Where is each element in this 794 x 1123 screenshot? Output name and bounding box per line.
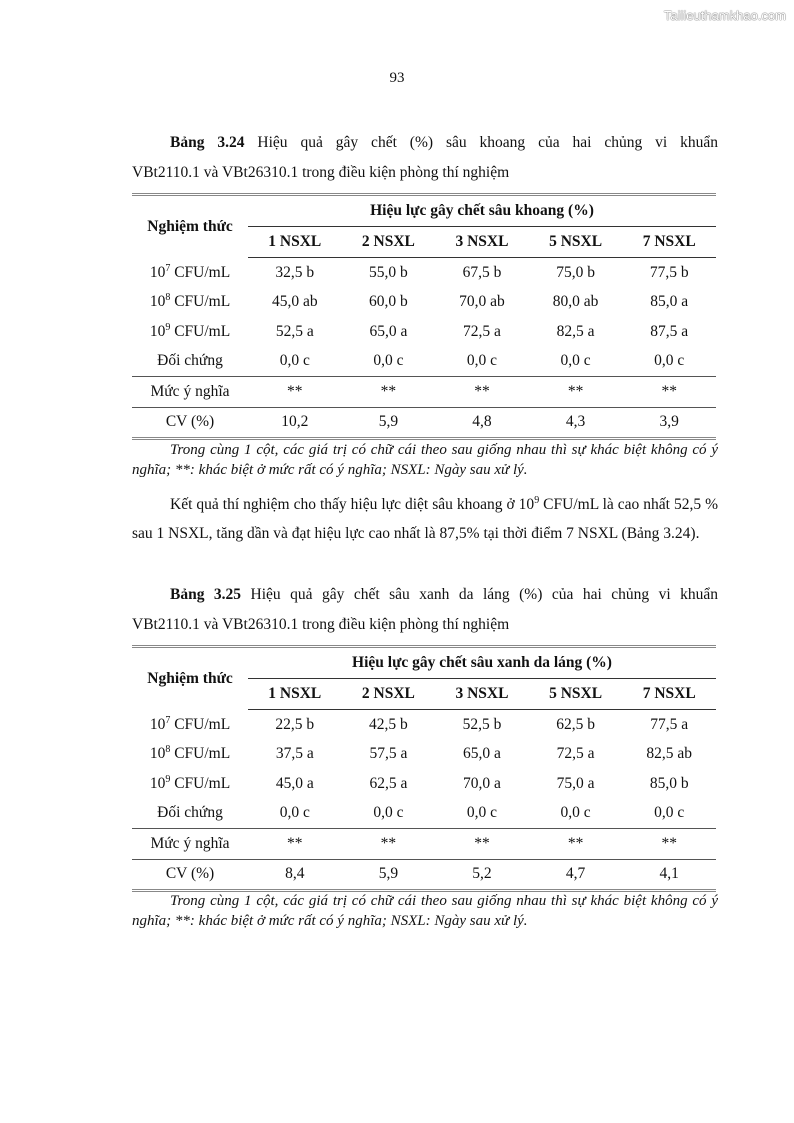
table-cell: 77,5 a	[650, 715, 689, 733]
table-cell: 22,5 b	[275, 715, 315, 733]
row-label	[132, 769, 248, 799]
row-label-base: 10	[149, 715, 166, 733]
table-cell: 65,0 a	[369, 322, 408, 340]
table-1-caption-text: Hiệu quả gây chết (%) sâu khoang của hai chủng vi khuẩn	[257, 134, 718, 151]
table-2-caption-text: Hiệu quả gây chết sâu xanh da láng (%) của hai chủng vi khuẩn	[250, 586, 719, 603]
row-label-unit: CFU/mL	[170, 745, 231, 763]
paragraph-exponent: 9	[534, 494, 540, 506]
row-label-base: 10	[149, 745, 166, 763]
table-2-row-header: Nghiệm thức	[132, 647, 248, 710]
table-cell: **	[622, 377, 716, 408]
table-cell: **	[622, 829, 716, 860]
row-label-base: 10	[149, 774, 166, 792]
table-cell: **	[248, 829, 342, 860]
table-cell: 0,0 c	[373, 804, 404, 822]
column-header: 1 NSXL	[248, 227, 342, 258]
table-1-row-header: Nghiệm thức	[132, 195, 248, 258]
table-1	[132, 193, 716, 440]
table-2-caption-label: Bảng 3.25	[170, 586, 242, 603]
row-label	[132, 710, 248, 740]
table-cell: 57,5 a	[369, 745, 408, 763]
table-cell: 72,5 a	[556, 745, 595, 763]
table-cell: 4,3	[529, 407, 623, 439]
table-cell: 75,0 b	[556, 263, 595, 281]
row-label	[132, 258, 248, 288]
table-cell: 85,0 a	[650, 293, 689, 311]
row-label-unit: CFU/mL	[170, 293, 231, 311]
row-label	[132, 317, 248, 347]
table-2-caption-text-2: VBt2110.1 và VBt26310.1 trong điều kiện phòng thí nghiệm	[132, 616, 510, 633]
table-cell: 82,5 ab	[646, 745, 692, 763]
table-cell: **	[342, 377, 436, 408]
table-cell: 0,0 c	[466, 352, 498, 370]
table-cell: 45,0 ab	[271, 293, 318, 311]
table-2-group-header: Hiệu lực gây chết sâu xanh da láng (%)	[248, 647, 716, 679]
table-1-note: Trong cùng 1 cột, các giá trị có chữ cái theo sau giống nhau thì sự khác biệt không có ý nghĩa; **: khác biệt ở mức rất có ý nghĩa; NSXL: Ngày sau xử lý.	[132, 442, 718, 478]
table-cell: 3,9	[622, 407, 716, 439]
row-label-unit: CFU/mL	[170, 774, 231, 792]
table-cell: **	[529, 377, 623, 408]
table-cell: 0,0 c	[466, 804, 498, 822]
watermark: Tailieuthamkhao.com	[663, 8, 786, 23]
table-cell: 77,5 b	[649, 263, 689, 281]
table-cell: 0,0 c	[560, 352, 591, 370]
body-paragraph	[132, 490, 718, 548]
column-header: 5 NSXL	[529, 679, 623, 710]
table-row	[132, 710, 716, 740]
table-cell: 67,5 b	[462, 263, 502, 281]
row-label-base: 10	[149, 322, 166, 340]
table-1-caption	[132, 128, 718, 188]
table-cell: 5,2	[435, 859, 529, 891]
table-cell: 62,5 a	[369, 774, 408, 792]
table-cell: 60,0 b	[369, 293, 408, 311]
table-1-caption-label: Bảng 3.24	[170, 134, 245, 151]
table-cell: 62,5 b	[556, 715, 595, 733]
table-cell: **	[248, 377, 342, 408]
table-cell: 4,1	[622, 859, 716, 891]
table-cell: 42,5 b	[369, 715, 408, 733]
table-cell: 0,0 c	[279, 804, 310, 822]
table-cell: 45,0 a	[275, 774, 314, 792]
row-label	[132, 740, 248, 770]
row-label-exponent: 8	[165, 744, 171, 756]
column-header: 7 NSXL	[622, 227, 716, 258]
table-cell: 10,2	[248, 407, 342, 439]
table-2	[132, 645, 716, 892]
table-row	[132, 799, 716, 829]
table-1-group-header: Hiệu lực gây chết sâu khoang (%)	[248, 195, 716, 227]
table-cell: 0,0 c	[560, 804, 591, 822]
row-label: CV (%)	[132, 407, 248, 439]
column-header: 5 NSXL	[529, 227, 623, 258]
table-2-note: Trong cùng 1 cột, các giá trị có chữ cái theo sau giống nhau thì sự khác biệt không có ý nghĩa; **: khác biệt ở mức rất có ý nghĩa; NSXL: Ngày sau xử lý.	[132, 893, 718, 929]
table-row	[132, 258, 716, 288]
table-row	[132, 407, 716, 439]
table-cell: 75,0 a	[556, 774, 595, 792]
table-cell: 0,0 c	[654, 352, 685, 370]
table-1-caption-text-2: VBt2110.1 và VBt26310.1 trong điều kiện phòng thí nghiệm	[132, 164, 510, 181]
row-label-exponent: 9	[165, 773, 171, 785]
table-row	[132, 829, 716, 860]
table-cell: 0,0 c	[373, 352, 404, 370]
table-cell: 5,9	[342, 859, 436, 891]
paragraph-part-1: Kết quả thí nghiệm cho thấy hiệu lực diệt sâu khoang ở 10	[170, 496, 535, 513]
table-cell: 32,5 b	[275, 263, 315, 281]
table-cell: 65,0 a	[463, 745, 501, 763]
row-label-exponent: 7	[165, 714, 171, 726]
table-cell: **	[435, 377, 529, 408]
table-row	[132, 740, 716, 770]
row-label: CV (%)	[132, 859, 248, 891]
row-label-exponent: 7	[165, 262, 171, 274]
row-label: Đối chứng	[157, 352, 223, 370]
table-cell: **	[529, 829, 623, 860]
table-cell: **	[435, 829, 529, 860]
row-label-unit: CFU/mL	[170, 263, 231, 281]
table-row	[132, 288, 716, 318]
table-cell: 37,5 a	[275, 745, 314, 763]
table-cell: 87,5 a	[650, 322, 689, 340]
row-label-unit: CFU/mL	[170, 322, 231, 340]
column-header: 1 NSXL	[248, 679, 342, 710]
table-row	[132, 859, 716, 891]
table-cell: 70,0 a	[463, 774, 501, 792]
row-label-unit: CFU/mL	[170, 715, 231, 733]
table-row	[132, 377, 716, 408]
table-cell: 4,7	[529, 859, 623, 891]
row-label-exponent: 8	[165, 292, 171, 304]
column-header: 3 NSXL	[435, 227, 529, 258]
table-cell: 55,0 b	[369, 263, 408, 281]
table-cell: 85,0 b	[649, 774, 689, 792]
row-label-exponent: 9	[165, 321, 171, 333]
table-cell: 0,0 c	[654, 804, 685, 822]
table-cell: 70,0 ab	[459, 293, 505, 311]
row-label: Mức ý nghĩa	[132, 377, 248, 408]
table-2-caption	[132, 580, 718, 640]
table-row	[132, 317, 716, 347]
table-row	[132, 347, 716, 377]
table-cell: 0,0 c	[279, 352, 310, 370]
column-header: 2 NSXL	[342, 679, 436, 710]
table-row	[132, 769, 716, 799]
table-cell: 72,5 a	[463, 322, 501, 340]
page-number: 93	[389, 70, 405, 86]
row-label: Mức ý nghĩa	[132, 829, 248, 860]
row-label-base: 10	[149, 263, 166, 281]
table-cell: 52,5 b	[462, 715, 502, 733]
table-cell: 5,9	[342, 407, 436, 439]
table-cell: **	[342, 829, 436, 860]
table-cell: 8,4	[248, 859, 342, 891]
column-header: 2 NSXL	[342, 227, 436, 258]
table-cell: 4,8	[435, 407, 529, 439]
column-header: 3 NSXL	[435, 679, 529, 710]
paragraph-part-2: CFU/mL là cao nhất 52,5 % sau 1 NSXL, tăng dần và đạt hiệu lực cao nhất là 87,5% tại thời điểm 7 NSXL (Bảng 3.24).	[132, 496, 719, 542]
table-cell: 82,5 a	[556, 322, 595, 340]
row-label-base: 10	[149, 293, 166, 311]
row-label	[132, 288, 248, 318]
row-label: Đối chứng	[157, 804, 223, 822]
table-cell: 80,0 ab	[552, 293, 599, 311]
table-cell: 52,5 a	[275, 322, 314, 340]
column-header: 7 NSXL	[622, 679, 716, 710]
